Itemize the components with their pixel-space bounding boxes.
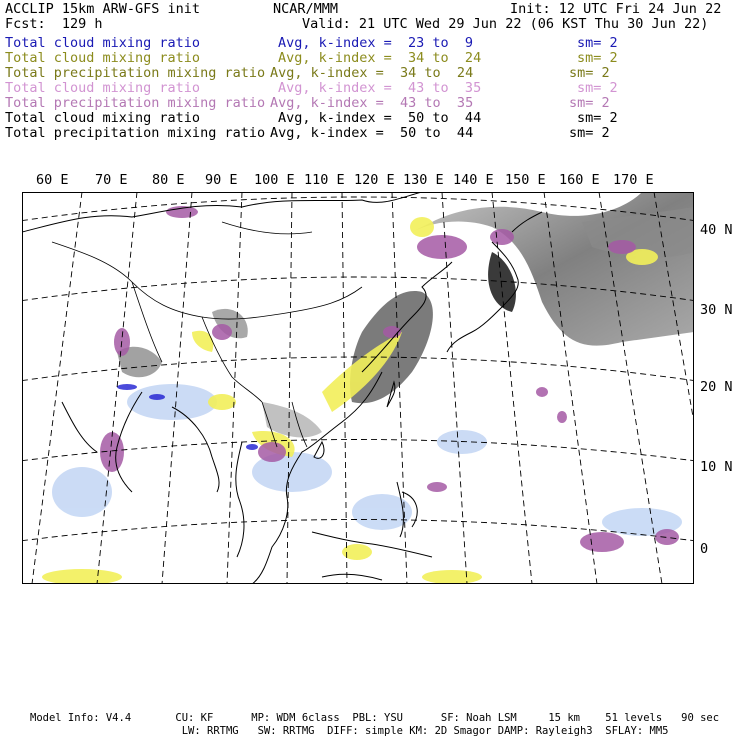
lon-label: 120 E <box>354 172 395 188</box>
field-avg: Avg, k-index = 50 to 44 <box>278 110 482 126</box>
map-panel <box>22 192 694 584</box>
field-avg: Avg, k-index = 43 to 35 <box>278 80 482 96</box>
lon-label: 90 E <box>205 172 238 188</box>
lon-label: 70 E <box>95 172 128 188</box>
field-sm: sm= 2 <box>569 125 610 141</box>
field-name: Total precipitation mixing ratio <box>5 95 266 111</box>
field-name: Total cloud mixing ratio <box>5 110 201 126</box>
field-name: Total precipitation mixing ratio <box>5 125 266 141</box>
field-avg: Avg, k-index = 23 to 9 <box>278 35 474 51</box>
lon-label: 140 E <box>453 172 494 188</box>
field-avg: Avg, k-index = 34 to 24 <box>270 65 474 81</box>
field-sm: sm= 2 <box>577 110 618 126</box>
lon-label: 160 E <box>559 172 600 188</box>
field-avg: Avg, k-index = 50 to 44 <box>270 125 474 141</box>
field-sm: sm= 2 <box>569 65 610 81</box>
lat-label: 20 N <box>700 379 733 395</box>
field-avg: Avg, k-index = 34 to 24 <box>278 50 482 66</box>
field-name: Total cloud mixing ratio <box>5 50 201 66</box>
organization-label: NCAR/MMM <box>273 1 339 17</box>
model-title: ACCLIP 15km ARW-GFS init <box>5 1 201 17</box>
lon-label: 130 E <box>403 172 444 188</box>
lon-label: 170 E <box>613 172 654 188</box>
valid-time: Valid: 21 UTC Wed 29 Jun 22 (06 KST Thu 30 Jun 22) <box>302 16 709 32</box>
init-time: Init: 12 UTC Fri 24 Jun 22 <box>510 1 722 17</box>
field-name: Total precipitation mixing ratio <box>5 65 266 81</box>
lon-label: 150 E <box>505 172 546 188</box>
lat-label: 30 N <box>700 302 733 318</box>
model-info-line2: LW: RRTMG SW: RRTMG DIFF: simple KM: 2D Smagor DAMP: Rayleigh3 SFLAY: MM5 <box>30 725 669 737</box>
lat-label: 10 N <box>700 459 733 475</box>
lon-label: 60 E <box>36 172 69 188</box>
field-name: Total cloud mixing ratio <box>5 35 201 51</box>
model-info-line1: Model Info: V4.4 CU: KF MP: WDM 6class PBL: YSU SF: Noah LSM 15 km 51 levels 90 sec <box>30 712 720 724</box>
lat-label: 0 <box>700 541 709 557</box>
lon-label: 80 E <box>152 172 185 188</box>
lat-label: 40 N <box>700 222 733 238</box>
field-avg: Avg, k-index = 43 to 35 <box>270 95 474 111</box>
field-name: Total cloud mixing ratio <box>5 80 201 96</box>
lon-label: 100 E <box>254 172 295 188</box>
field-sm: sm= 2 <box>569 95 610 111</box>
lon-label: 110 E <box>304 172 345 188</box>
field-sm: sm= 2 <box>577 80 618 96</box>
field-sm: sm= 2 <box>577 50 618 66</box>
field-sm: sm= 2 <box>577 35 618 51</box>
forecast-hour: Fcst: 129 h <box>5 16 103 32</box>
